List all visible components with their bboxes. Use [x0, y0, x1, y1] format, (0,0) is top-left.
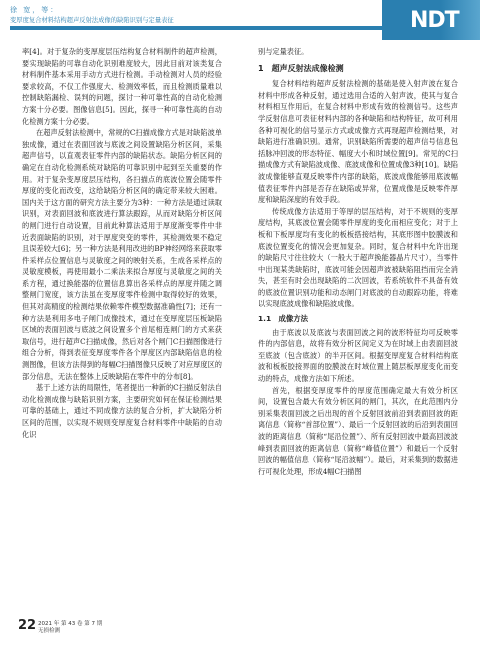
journal-logo: NDT — [410, 8, 459, 33]
paragraph: 率[4]。对于复杂的变厚度层压结构复合材料制件的超声检测，要实现缺陷的可靠自动化识别难度较大，因此目前对该类复合材料制件基本采用手动方式进行检测。手动检测对人员的经验要求较高，不仅工作强度大、检测效率低，而且检测质量难以控制缺陷漏检、误判的问题，探讨一种可靠性高的自动化检测方案十分必要。图像信息[5]。因此，探寻一种可靠性高的自动化检测方案十分必要。 — [22, 47, 222, 126]
paragraph: 基于上述方法的局限性，笔者提出一种新的C扫描反射法自动化检测成像与缺陷识别方案，主要研究如何在保证检测结果可靠的基础上，通过不同成像方法的复合分析，扩大缺陷分析区间的范围，以实现不规则变厚度复合材料零件中缺陷的自动化识 — [22, 383, 222, 439]
header-rule — [10, 26, 382, 30]
paragraph: 复合材料结构超声反射法检测的基础是使入射声波在复合材料中形成各种反射，通过选用合适的入射声波，使其与复合材料相互作用后，在复合材料中形成有效的检测信号。这些声学反射信息可表征材料内部的各种缺陷和结构特征，故可利用各种可视化的信号显示方式或成像方式再现超声检测结果，对缺陷进行准确识别。通常，识别缺陷所需要的超声信号信息包括脉冲回波的形态特征、幅度大小和时域位置[9]。常见的C扫描成像方式有缺陷波成像、底波成像和位置成像3种[10]。缺陷波成像能够直观反映零件内部的缺陷，底波成像能够用底波幅值表征零件内部是否存在缺陷或异常，位置成像是反映零件厚度和缺陷深度的有效手段。 — [258, 79, 458, 205]
subsection-heading: 1.1 成像方法 — [258, 314, 309, 324]
paragraph: 在超声反射法检测中，常规的C扫描成像方式是对缺陷波单独成像，通过在表面回波与底波之间设置缺陷分析区间，采集超声信号，以直观表征零件内部的缺陷状态。缺陷分析区间的确定在自动化检测系统对缺陷的可靠识别中起到至关重要的作用。对于复杂变厚度层压结构，各扫描点的底波位置会随零件厚度的变化而改变，这给缺陷分析区间的确定带来较大困难。国内关于这方面的研究方法主要分为3种：一种方法是通过读取识别，对表面回波和底波进行算法跟踪，从而对缺陷分析区间的闸门进行自动设置，目前此种算法适用于厚度渐变零件中非近表面缺陷的识别，对于厚度突变的零件，其检测效果不稳定且误差较大[6]；另一种方法是利用改进的BP神经网络来获取零件采样点位置信息与灵敏度之间的映射关系，生成各采样点的灵敏度模板，再使用最小二乘法来拟合厚度与灵敏度之间的关系方程，通过换能器的位置信息算出各采样点的厚度并随之调整闸门宽度，该方法虽在变厚度零件检测中取得较好的效果，但其对高精度的检测结果依赖零件模型数据准确性[7]；还有一种方法是利用多电子闸门成像技术，通过在变厚度层压板缺陷区域的表面回波与底波之间设置多个首尾相连闸门的方式来获取信号，进行超声C扫描成像，然后对各个闸门C扫描图像进行组合分析，得到表征变厚度零件各个厚度区内部缺陷信息的检测图像，但该方法得到的每幅C扫描图像只反映了对应厚度区的部分信息，无法在整体上反映缺陷在零件中的分布[8]。 — [22, 128, 222, 381]
paragraph: 由于底波以及底波与表面回波之间的波形特征均可反映零件的内部信息，故将有效分析区间定义为在时域上由表面回波至底波（包含底波）的半开区间。根据变厚度复合材料结构底波和板板胶接界面的胶膜波在时域位置上随层板厚度变化而变动的特点，成像方法如下所述。 — [258, 327, 458, 384]
journal-name: 无损检测 — [38, 628, 61, 634]
right-column — [258, 46, 458, 477]
left-column — [22, 46, 222, 440]
section-heading: 1 超声反射法成像检测 — [258, 63, 344, 73]
running-head-title: 变厚度复合材料结构超声反射法成像的缺陷识别与定量表征 — [10, 17, 174, 24]
issue-line: 2021 年 第 43 卷 第 7 期 — [38, 621, 103, 627]
page-number: 22 — [18, 618, 37, 633]
paragraph: 传统成像方法适用于等厚的层压结构，对于不规则的变厚度结构，其底波位置会随零件厚度的变化而相应变化；对于上板和下板厚度均有变化的板板搭接结构，其底形图中胶膜波和底波位置变化的情况会更加复杂。同时，复合材料中允许出现的缺陷尺寸往往较大（一般大于超声换能器晶片尺寸），当零件中出现某类缺陷时，底波可能会因超声波被缺陷阻挡而完全消失，甚至有时会出现缺陷的二次回波，若系统软件不具备有效的底波位置识别功能和动态闸门对底波的自动跟踪功能，将难以实现底波成像和缺陷波成像。 — [258, 206, 458, 309]
paragraph: 别与定量表征。 — [258, 47, 309, 56]
issue-info — [38, 621, 102, 635]
running-head-authors: 徐 宽，等： — [10, 6, 60, 14]
paragraph: 首先，根据变厚度零件的厚度范围确定最大有效分析区间，设置包含最大有效分析区间的闸门，其次，在此范围内分别采集表面回波之后出现的首个反射回波前沿到表面回波的距离信息（简称“首部位置”）、最后一个反射回波的后沿到表面回波的距离信息（简称“尾沿位置”）、所有反射回波中最高回波波峰到表面回波的距离信息（简称“峰值位置”）和最后一个反射回波的幅值信息（简称“尾沿波幅”）。最后，对采集到的数据进行可视化处理，形成4幅C扫描图 — [258, 385, 458, 476]
